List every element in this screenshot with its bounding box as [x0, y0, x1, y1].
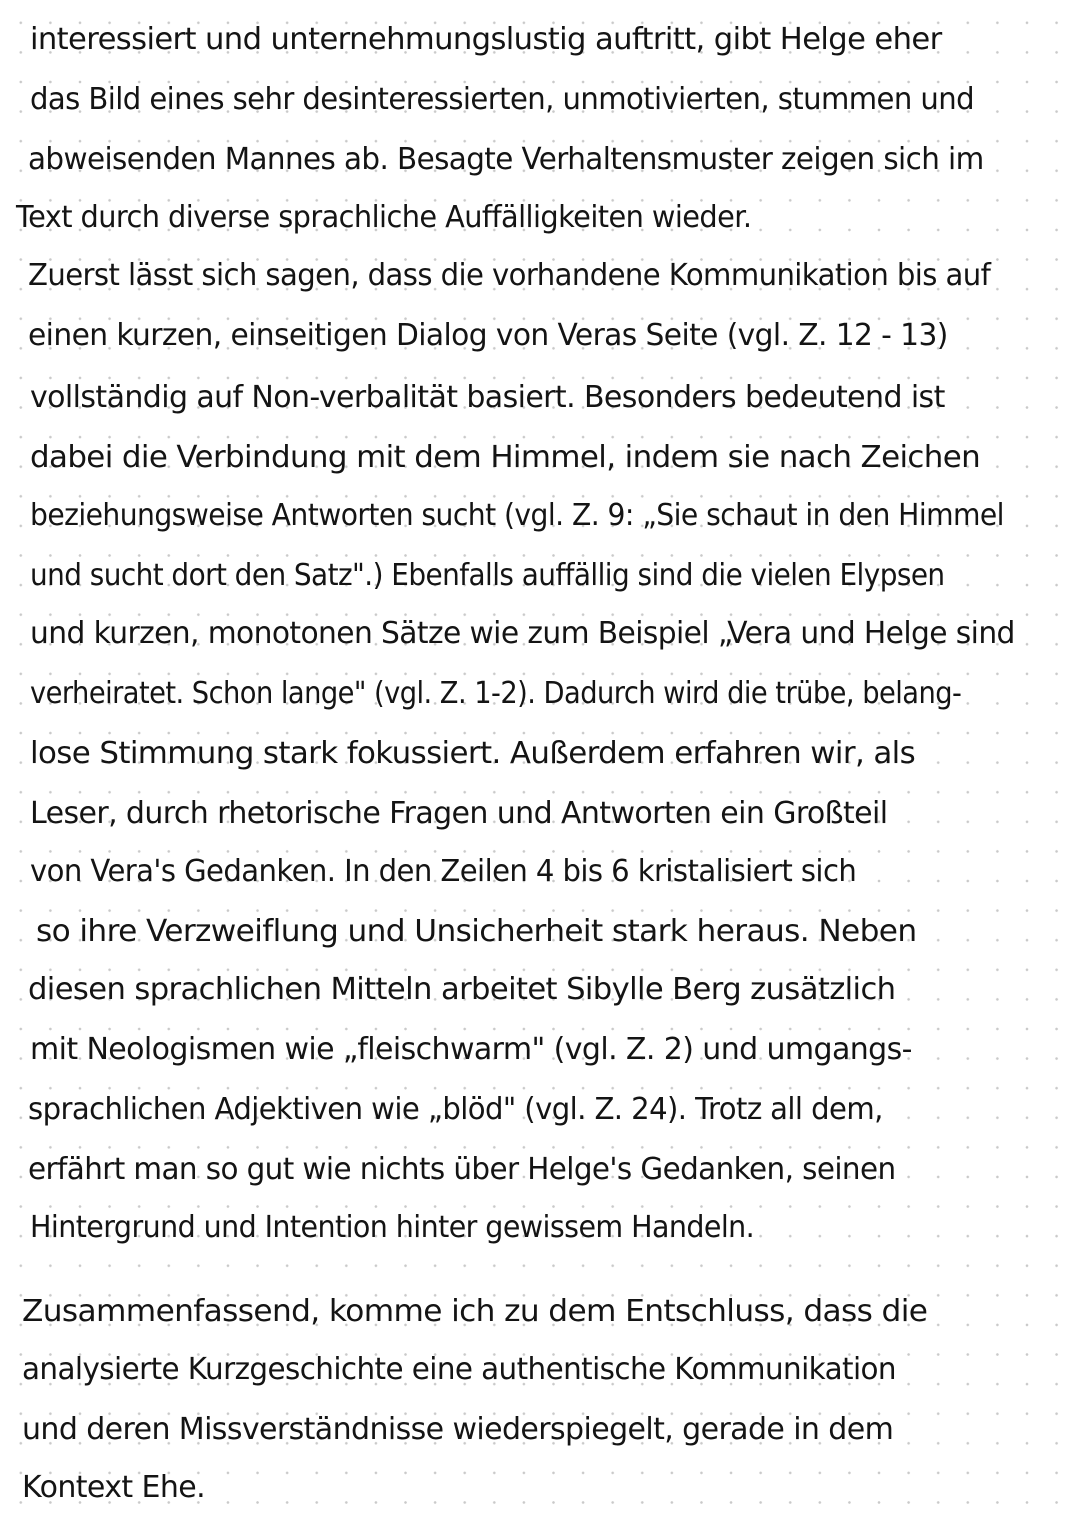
text-line: von Vera's Gedanken. In den Zeilen 4 bis 6 kristalisiert sich — [30, 854, 857, 889]
text-line: Leser, durch rhetorische Fragen und Antworten ein Großteil — [30, 796, 888, 831]
text-line: Text durch diverse sprachliche Auffälligkeiten wieder. — [16, 200, 752, 235]
text-line: abweisenden Mannes ab. Besagte Verhaltensmuster zeigen sich im — [28, 142, 984, 177]
text-line: einen kurzen, einseitigen Dialog von Veras Seite (vgl. Z. 12 - 13) — [28, 318, 948, 353]
text-line: und sucht dort den Satz".) Ebenfalls auffällig sind die vielen Elypsen — [30, 558, 945, 593]
text-line: Zuerst lässt sich sagen, dass die vorhandene Kommunikation bis auf — [28, 258, 991, 293]
text-line: beziehungsweise Antworten sucht (vgl. Z. 9: „Sie schaut in den Himmel — [30, 498, 1004, 533]
text-line: verheiratet. Schon lange" (vgl. Z. 1-2). Dadurch wird die trübe, belang- — [30, 676, 962, 711]
text-line: Hintergrund und Intention hinter gewissem Handeln. — [30, 1210, 755, 1245]
text-line: Kontext Ehe. — [22, 1470, 206, 1505]
text-line: diesen sprachlichen Mitteln arbeitet Sibylle Berg zusätzlich — [28, 972, 896, 1007]
text-line: so ihre Verzweiflung und Unsicherheit stark heraus. Neben — [36, 914, 917, 949]
text-line: analysierte Kurzgeschichte eine authentische Kommunikation — [22, 1352, 896, 1387]
text-line: sprachlichen Adjektiven wie „blöd" (vgl. Z. 24). Trotz all dem, — [28, 1092, 883, 1127]
text-line: und kurzen, monotonen Sätze wie zum Beispiel „Vera und Helge sind — [30, 616, 1015, 651]
text-line: vollständig auf Non-verbalität basiert. Besonders bedeutend ist — [30, 380, 945, 415]
text-line: mit Neologismen wie „fleischwarm" (vgl. Z. 2) und umgangs- — [30, 1032, 912, 1067]
text-line: lose Stimmung stark fokussiert. Außerdem erfahren wir, als — [30, 736, 916, 771]
text-line: erfährt man so gut wie nichts über Helge's Gedanken, seinen — [28, 1152, 896, 1187]
text-line: Zusammenfassend, komme ich zu dem Entschluss, dass die — [22, 1294, 928, 1329]
text-line: interessiert und unternehmungslustig auftritt, gibt Helge eher — [30, 22, 942, 57]
text-line: dabei die Verbindung mit dem Himmel, indem sie nach Zeichen — [30, 440, 981, 475]
text-line: das Bild eines sehr desinteressierten, unmotivierten, stummen und — [30, 82, 974, 117]
text-line: und deren Missverständnisse wiederspiegelt, gerade in dem — [22, 1412, 894, 1447]
